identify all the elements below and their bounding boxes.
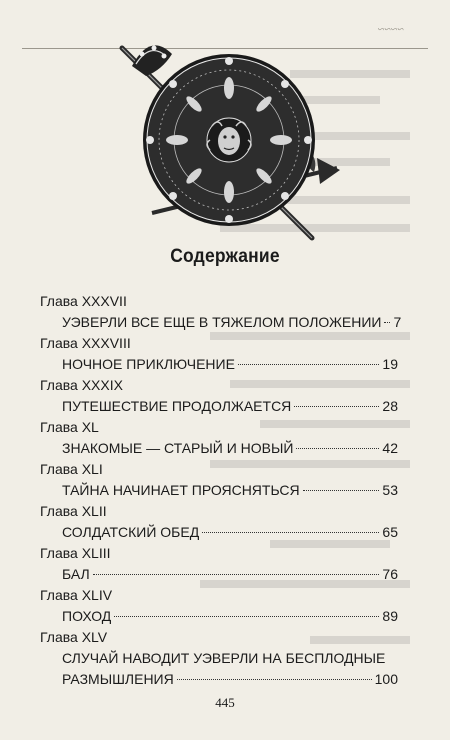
toc-chapter <box>40 291 402 333</box>
dot-leader <box>238 364 380 365</box>
toc-chapter <box>40 459 398 501</box>
toc-entry[interactable] <box>40 521 398 543</box>
chapter-label: Глава XLV <box>40 629 108 645</box>
chapter-page-number: 19 <box>382 356 398 372</box>
page-number: 445 <box>215 695 235 710</box>
toc-chapter <box>40 501 398 543</box>
toc-entry[interactable] <box>40 311 402 333</box>
chapter-title: ПОХОД <box>62 608 112 624</box>
toc-chapter <box>40 417 398 459</box>
shield-emblem-illustration <box>112 28 342 248</box>
table-of-contents <box>40 291 402 689</box>
dot-leader <box>384 322 390 323</box>
chapter-page-number: 53 <box>382 482 398 498</box>
chapter-page-number: 65 <box>382 524 398 540</box>
chapter-title: УЭВЕРЛИ ВСЕ ЕЩЕ В ТЯЖЕЛОМ ПОЛОЖЕНИИ <box>62 314 382 330</box>
toc-entry[interactable] <box>40 479 398 501</box>
toc-chapter <box>40 543 398 585</box>
chapter-title: БАЛ <box>62 566 90 582</box>
chapter-title-line2-row <box>62 669 398 689</box>
dot-leader <box>303 490 380 491</box>
running-head-show-through: ~~~~ <box>378 22 404 36</box>
toc-entry[interactable] <box>40 395 398 417</box>
chapter-page-number: 28 <box>382 398 398 414</box>
toc-chapter <box>40 627 398 689</box>
dot-leader <box>294 406 379 407</box>
toc-chapter <box>40 585 398 627</box>
dot-leader <box>202 532 379 533</box>
chapter-title: НОЧНОЕ ПРИКЛЮЧЕНИЕ <box>62 356 235 372</box>
chapter-page-number: 100 <box>374 671 398 687</box>
toc-entry[interactable] <box>40 563 398 585</box>
chapter-label: Глава XLIII <box>40 545 111 561</box>
chapter-title-line1: СЛУЧАЙ НАВОДИТ УЭВЕРЛИ НА БЕСПЛОДНЫЕ <box>62 650 386 666</box>
dot-leader <box>296 448 379 449</box>
toc-entry[interactable] <box>40 605 398 627</box>
chapter-page-number: 76 <box>382 566 398 582</box>
chapter-title-line2: РАЗМЫШЛЕНИЯ <box>62 671 174 687</box>
toc-chapter <box>40 333 398 375</box>
chapter-title: ТАЙНА НАЧИНАЕТ ПРОЯСНЯТЬСЯ <box>62 482 300 498</box>
toc-entry[interactable] <box>40 647 398 689</box>
chapter-page-number: 7 <box>393 314 402 330</box>
chapter-title: ПУТЕШЕСТВИЕ ПРОДОЛЖАЕТСЯ <box>62 398 292 414</box>
chapter-title: СОЛДАТСКИЙ ОБЕД <box>62 524 200 540</box>
dot-leader <box>177 679 372 680</box>
chapter-label: Глава XL <box>40 419 99 435</box>
dot-leader <box>93 574 380 575</box>
chapter-label: Глава XXXVII <box>40 293 127 309</box>
chapter-page-number: 42 <box>382 440 398 456</box>
chapter-label: Глава XXXIX <box>40 377 123 393</box>
chapter-page-number: 89 <box>382 608 398 624</box>
toc-chapter <box>40 375 398 417</box>
chapter-title: ЗНАКОМЫЕ — СТАРЫЙ И НОВЫЙ <box>62 440 294 456</box>
chapter-label: Глава XLI <box>40 461 103 477</box>
chapter-label: Глава XXXVIII <box>40 335 131 351</box>
toc-entry[interactable] <box>40 353 398 375</box>
dot-leader <box>114 616 379 617</box>
toc-entry[interactable] <box>40 437 398 459</box>
chapter-label: Глава XLII <box>40 503 107 519</box>
chapter-label: Глава XLIV <box>40 587 113 603</box>
toc-heading: Содержание <box>170 246 280 267</box>
